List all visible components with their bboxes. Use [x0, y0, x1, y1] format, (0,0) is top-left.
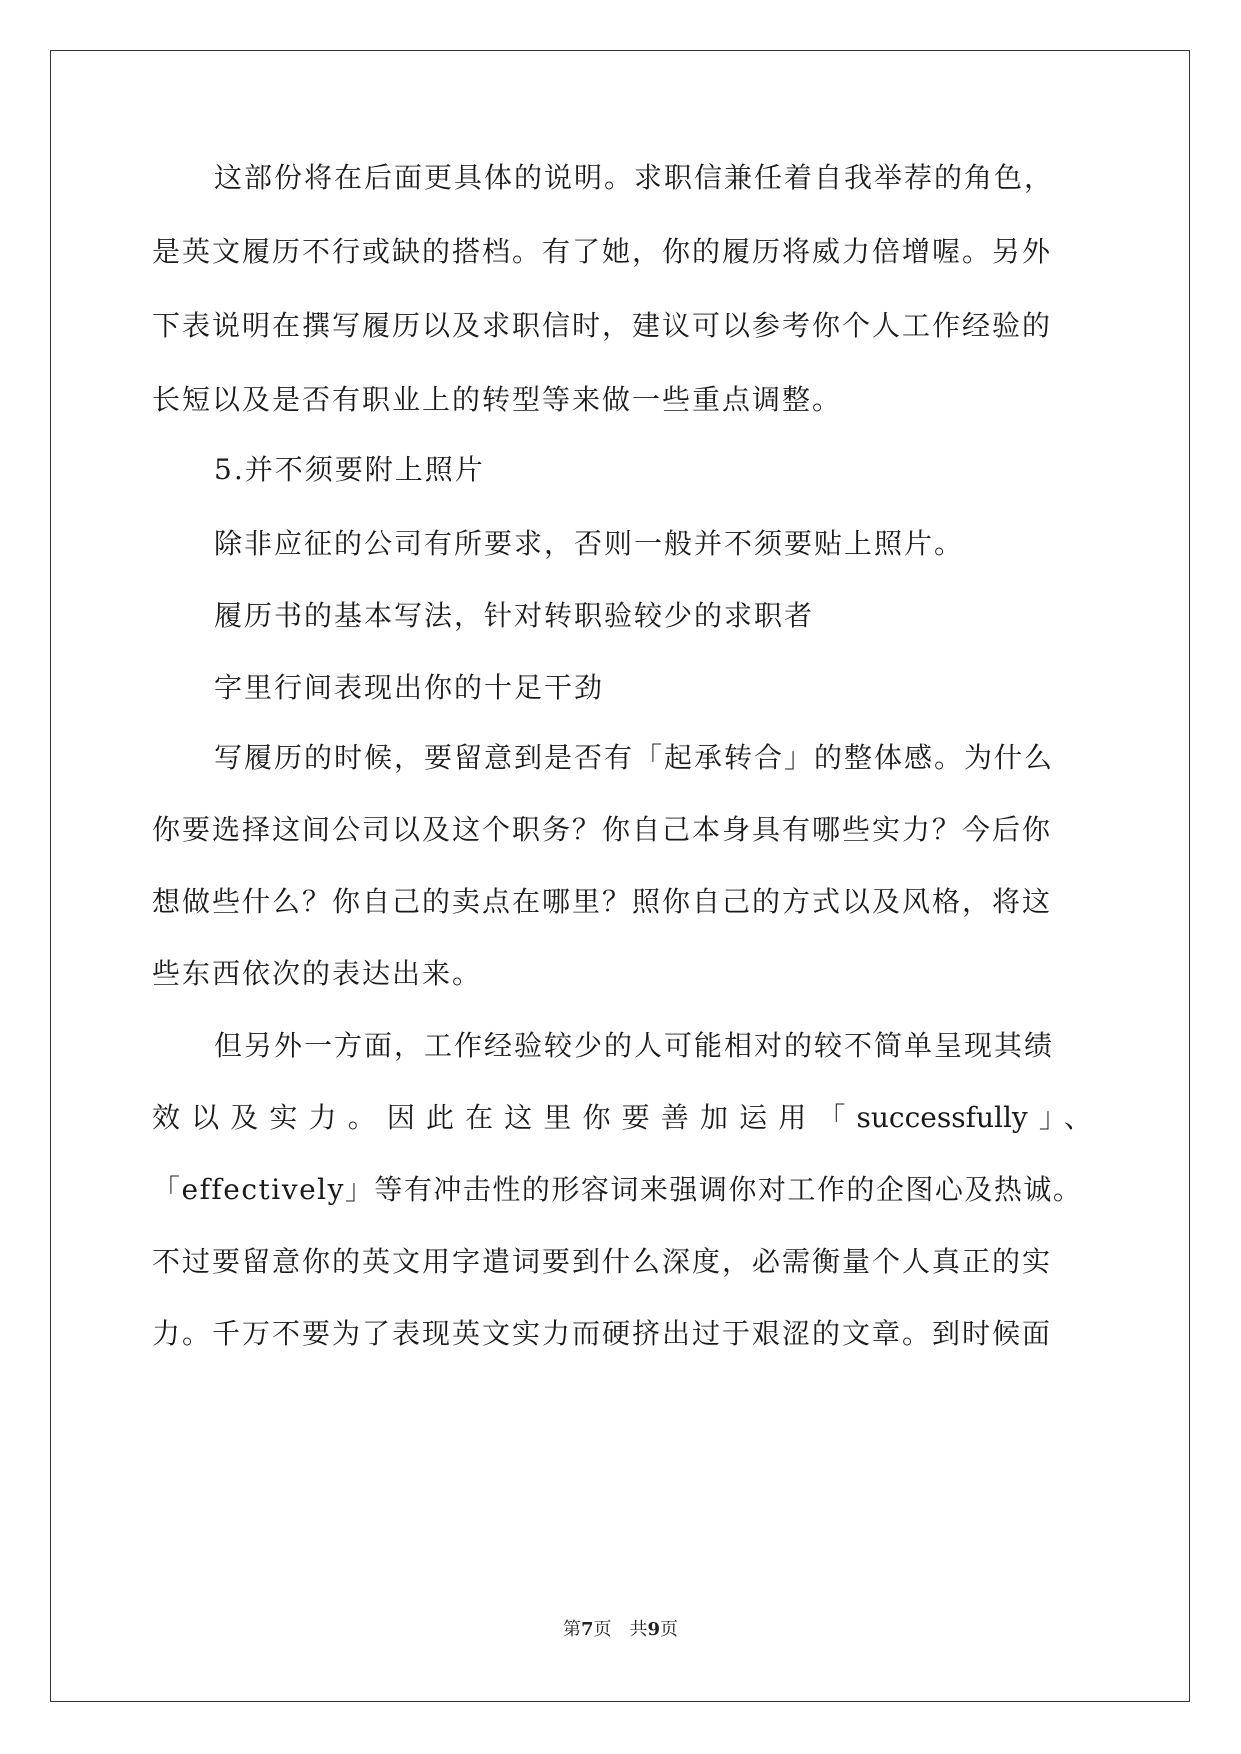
page-footer: [0, 1618, 1241, 1642]
text-line: 这部份将在后面更具体的说明。求职信兼任着自我举荐的角色，: [214, 161, 1055, 194]
text-line: 除非应征的公司有所要求，否则一般并不须要贴上照片。: [214, 527, 965, 560]
text-line: 不过要留意你的英文用字遣词要到什么深度，必需衡量个人真正的实: [152, 1245, 1053, 1278]
page-mid: 页 共: [593, 1619, 648, 1640]
text-line: 些东西依次的表达出来。: [152, 957, 483, 990]
page-current: 7: [580, 1619, 594, 1640]
page-border: [50, 50, 1190, 1702]
text-line: 力。千万不要为了表现英文实力而硬挤出过于艰涩的文章。到时候面: [152, 1317, 1053, 1350]
text-line: 效以及实力。因此在这里你要善加运用「successfully」、: [152, 1101, 1092, 1134]
text-line: 履历书的基本写法，针对转职验较少的求职者: [214, 599, 815, 632]
page-suffix: 页: [660, 1619, 679, 1640]
page-total: 9: [647, 1619, 661, 1640]
text-line: 下表说明在撰写履历以及求职信时，建议可以参考你个人工作经验的: [152, 309, 1053, 342]
text-line: 字里行间表现出你的十足干劲: [214, 671, 605, 704]
text-line: 但另外一方面，工作经验较少的人可能相对的较不简单呈现其绩: [214, 1029, 1055, 1062]
text-line: 想做些什么？你自己的卖点在哪里？照你自己的方式以及风格，将这: [152, 885, 1053, 918]
text-line: 你要选择这间公司以及这个职务？你自己本身具有哪些实力？今后你: [152, 813, 1053, 846]
text-line: 写履历的时候，要留意到是否有「起承转合」的整体感。为什么: [214, 741, 1055, 774]
text-line: 「effectively」等有冲击性的形容词来强调你对工作的企图心及热诚。: [152, 1173, 1083, 1206]
section-heading: 5.并不须要附上照片: [214, 453, 485, 486]
page-prefix: 第: [562, 1619, 581, 1640]
text-line: 是英文履历不行或缺的搭档。有了她，你的履历将威力倍增喔。另外: [152, 235, 1053, 268]
text-line: 长短以及是否有职业上的转型等来做一些重点调整。: [152, 383, 843, 416]
